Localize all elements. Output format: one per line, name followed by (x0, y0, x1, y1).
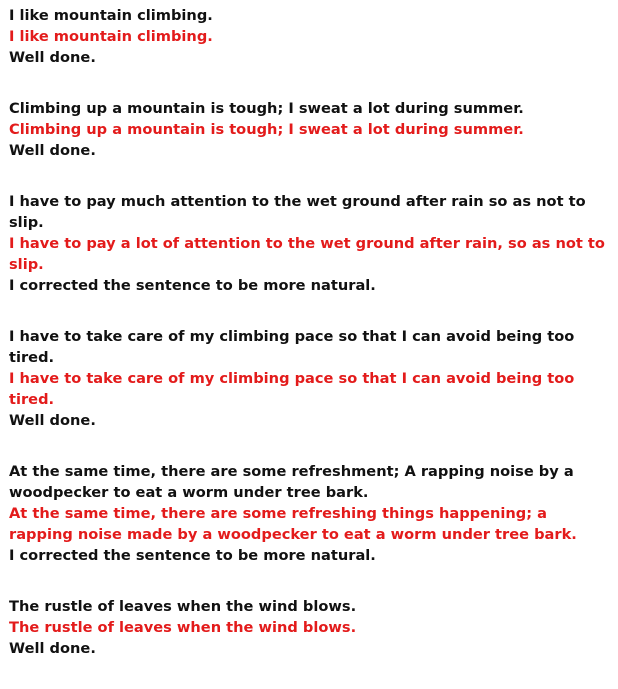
corrected-sentence: The rustle of leaves when the wind blows. (9, 619, 357, 636)
correction-entry (9, 461, 609, 566)
corrected-sentence: At the same time, there are some refreshing things happening; a rapping noise made by a woodpecker to eat a worm under tree bark. (9, 505, 577, 543)
original-sentence: I have to pay much attention to the wet ground after rain so as not to slip. (9, 193, 586, 231)
correction-comment: Well done. (9, 412, 96, 429)
correction-entry (9, 5, 609, 68)
corrected-sentence: I have to take care of my climbing pace so that I can avoid being too tired. (9, 370, 575, 408)
corrected-sentence: I like mountain climbing. (9, 28, 213, 45)
correction-comment: Well done. (9, 49, 96, 66)
correction-comment: I corrected the sentence to be more natural. (9, 547, 376, 564)
correction-entry (9, 191, 609, 296)
correction-document (9, 5, 609, 689)
correction-comment: Well done. (9, 640, 96, 657)
original-sentence: I have to take care of my climbing pace so that I can avoid being too tired. (9, 328, 575, 366)
corrected-sentence: I have to pay a lot of attention to the wet ground after rain, so as not to slip. (9, 235, 605, 273)
original-sentence: The rustle of leaves when the wind blows. (9, 598, 357, 615)
original-sentence: I like mountain climbing. (9, 7, 213, 24)
correction-comment: Well done. (9, 142, 96, 159)
correction-comment: I corrected the sentence to be more natural. (9, 277, 376, 294)
correction-entry (9, 98, 609, 161)
original-sentence: Climbing up a mountain is tough; I sweat a lot during summer. (9, 100, 524, 117)
correction-entry (9, 326, 609, 431)
original-sentence: At the same time, there are some refreshment; A rapping noise by a woodpecker to eat a worm under tree bark. (9, 463, 574, 501)
corrected-sentence: Climbing up a mountain is tough; I sweat a lot during summer. (9, 121, 524, 138)
correction-entry (9, 596, 609, 659)
